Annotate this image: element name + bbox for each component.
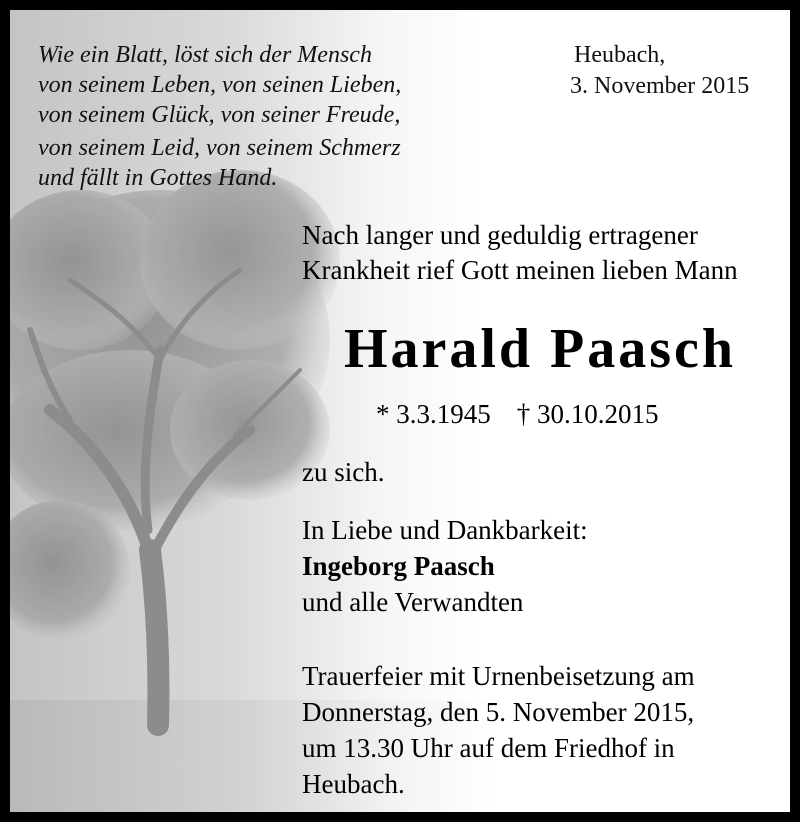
life-dates <box>376 396 776 432</box>
service-line: Heubach. <box>302 769 405 799</box>
relatives-line: und alle Verwandten <box>302 587 524 617</box>
poem-line: von seinem Glück, von seiner Freude, <box>38 102 401 128</box>
closing-phrase: zu sich. <box>302 457 385 487</box>
service-line: um 13.30 Uhr auf dem Friedhof in <box>302 733 675 763</box>
poem-line: von seinem Leid, von seinem Schmerz <box>38 135 401 161</box>
funeral-service-info <box>302 658 777 802</box>
mourners-intro: In Liebe und Dankbarkeit: <box>302 515 588 545</box>
deceased-name: Harald Paasch <box>343 318 737 380</box>
poem-line: Wie ein Blatt, löst sich der Mensch <box>38 42 372 68</box>
place-name: Heubach, <box>574 42 666 68</box>
service-line: Donnerstag, den 5. November 2015, <box>302 697 695 727</box>
memorial-poem <box>38 40 458 193</box>
mourners <box>302 512 772 620</box>
intro-line: Krankheit rief Gott meinen lieben Mann <box>302 255 738 285</box>
service-line: Trauerfeier mit Urnenbeisetzung am <box>302 661 695 691</box>
poem-line: von seinem Leben, von seinen Lieben, <box>38 72 402 98</box>
death-date: † 30.10.2015 <box>516 399 659 429</box>
intro-line: Nach langer und geduldig ertragener <box>302 220 698 250</box>
widow-name: Ingeborg Paasch <box>302 551 495 581</box>
announcement-intro <box>302 218 772 288</box>
place-and-date <box>570 40 770 102</box>
poem-line: und fällt in Gottes Hand. <box>38 165 278 191</box>
birth-date: * 3.3.1945 <box>376 399 491 429</box>
notice-date: 3. November 2015 <box>570 73 750 99</box>
